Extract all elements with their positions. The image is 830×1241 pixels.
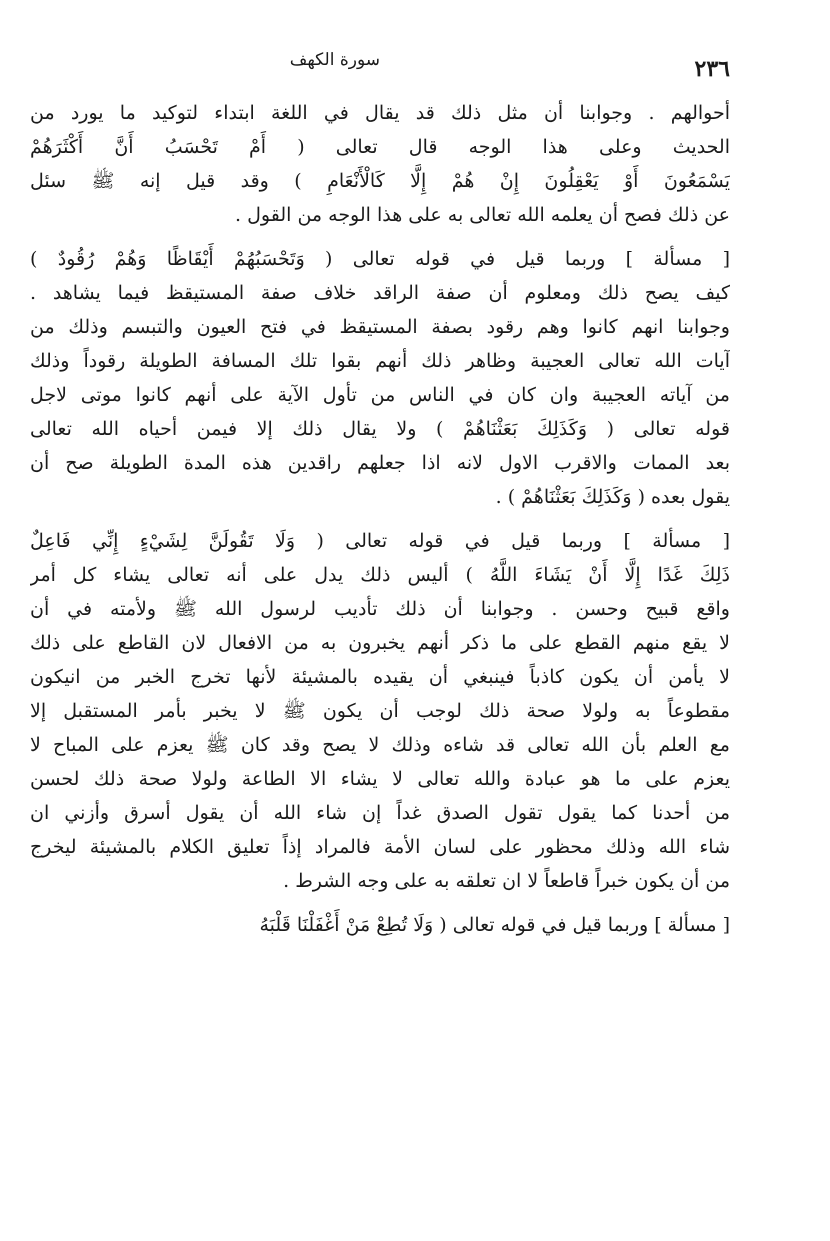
text-line: لا يقع منهم القطع على ما ذكر أنهم يخبرون به من الافعال لان القاطع على ذلك [30, 632, 730, 654]
text-line: ذَلِكَ غَدًا إِلَّا أَنْ يَشَاءَ اللَّهُ ) أليس ذلك يدل على أنه تعالى يشاء كل أمر [30, 564, 730, 586]
running-title: سورة الكهف [289, 50, 380, 70]
text-line: آيات الله تعالى العجيبة وظاهر ذلك أنهم بقوا تلك المسافة الطويلة رقوداً وذلك [30, 350, 730, 372]
text-line: مقطوعاً به ولولا صحة ذلك لوجب أن يكون ﷺ لا يخبر بأمر المستقبل إلا [30, 700, 730, 722]
text-line: يعزم على ما هو عبادة والله تعالى لا يشاء الا الطاعة ولولا صحة ذلك لحسن [30, 768, 730, 790]
text-line: [ مسألة ] وربما قيل في قوله تعالى ( وَلَا تُطِعْ مَنْ أَغْفَلْنَا قَلْبَهُ [259, 914, 730, 936]
text-line: [ مسألة ] وربما قيل في قوله تعالى ( وَلَا تَقُولَنَّ لِشَيْءٍ إِنِّي فَاعِلٌ [30, 530, 730, 552]
text-line: من آياته العجيبة وان كان في الناس من تأول الآية على أنهم كانوا موتى لاجل [30, 384, 730, 406]
page-header [40, 42, 730, 82]
paragraph [30, 96, 730, 232]
text-line: من أحدنا كما يقول تقول الصدق غداً إن شاء الله أن يقول أسرق وأزني ان [30, 802, 730, 824]
paragraph [30, 524, 730, 898]
text-line: بعد الممات والاقرب الاول لانه اذا جعلهم راقدين هذه المدة الطويلة صح أن [30, 452, 730, 474]
paragraph [30, 908, 730, 942]
text-line: مع العلم بأن الله تعالى قد شاءه وذلك لا يصح وقد كان ﷺ يعزم على المباح لا [30, 734, 730, 756]
text-line: يقول بعده ( وَكَذَلِكَ بَعَثْنَاهُمْ ) . [495, 486, 730, 508]
text-line: يَسْمَعُونَ أَوْ يَعْقِلُونَ إِنْ هُمْ إِلَّا كَالْأَنْعَامِ ) وقد قيل إنه ﷺ سئل [30, 170, 730, 192]
text-line: عن ذلك فصح أن يعلمه الله تعالى به على هذا الوجه من القول . [235, 204, 730, 226]
text-line: قوله تعالى ( وَكَذَلِكَ بَعَثْنَاهُمْ ) ولا يقال ذلك إلا فيمن أحياه الله تعالى [30, 418, 730, 440]
text-line: من أن يكون خبراً قاطعاً لا ان تعلقه به على وجه الشرط . [283, 870, 730, 892]
text-line: الحديث وعلى هذا الوجه قال تعالى ( أَمْ تَحْسَبُ أَنَّ أَكْثَرَهُمْ [30, 136, 730, 158]
text-line: لا يأمن أن يكون كاذباً فينبغي أن يقيده بالمشيئة لأنها تخرج الخبر من انيكون [30, 666, 730, 688]
paragraph [30, 242, 730, 514]
text-line: [ مسألة ] وربما قيل في قوله تعالى ( وَتَحْسَبُهُمْ أَيْقَاظًا وَهُمْ رُقُودٌ ) [30, 248, 730, 270]
text-line: شاء الله وذلك محظور على لسان الأمة فالمراد إذاً تعليق الكلام بالمشيئة ليخرج [30, 836, 730, 858]
page-number: ٢٣٦ [694, 56, 730, 82]
page-body [30, 96, 730, 942]
text-line: أحوالهم . وجوابنا أن مثل ذلك قد يقال في اللغة ابتداء لتوكيد ما يورد من [30, 102, 730, 124]
text-line: كيف يصح ذلك ومعلوم أن صفة الراقد خلاف صفة المستيقظ فيما يشاهد . [30, 282, 730, 304]
text-line: وجوابنا انهم كانوا وهم رقود بصفة المستيقظ في فتح العيون والتبسم وذلك من [30, 316, 730, 338]
text-line: واقع قبيح وحسن . وجوابنا أن ذلك تأديب لرسول الله ﷺ ولأمته في أن [30, 598, 730, 620]
